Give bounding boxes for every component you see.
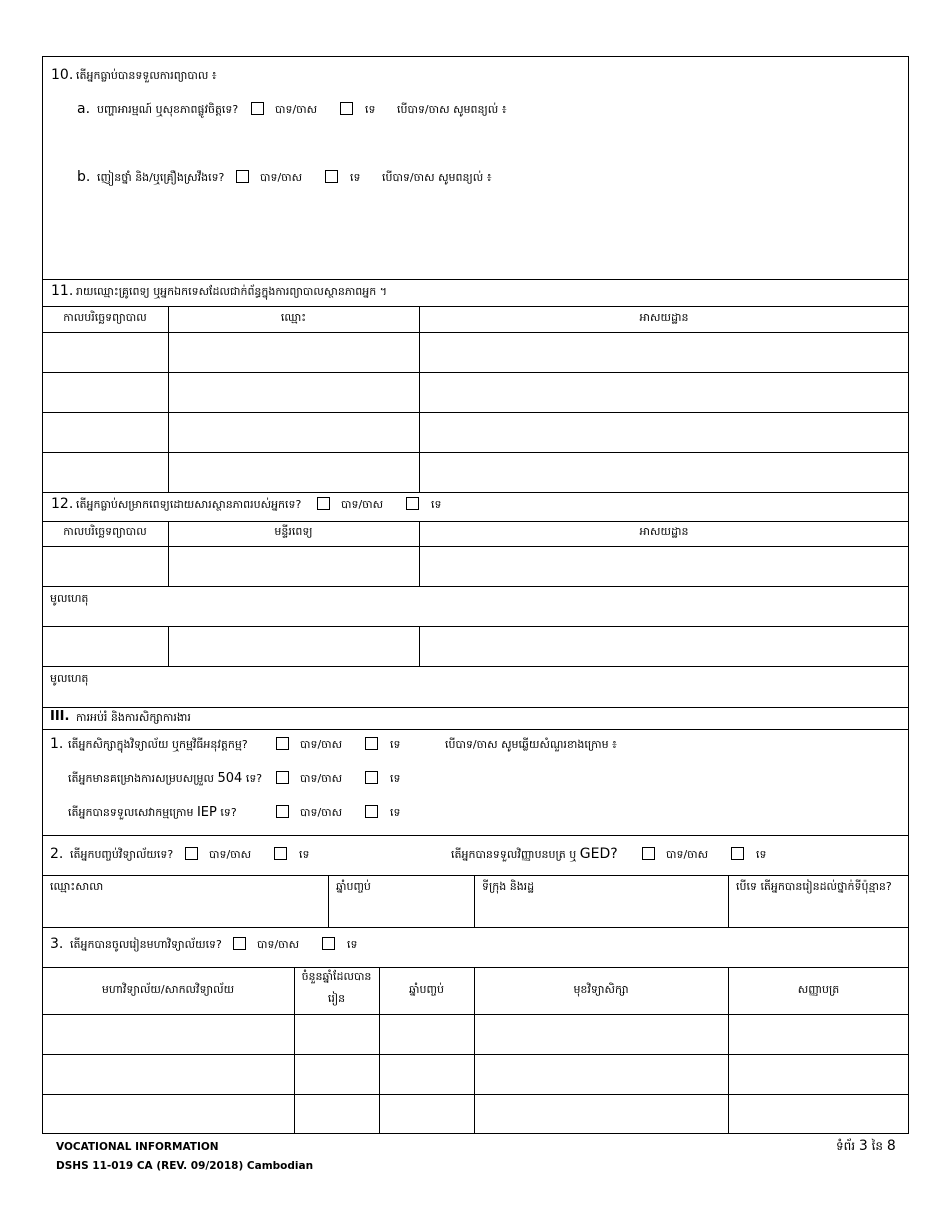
footer-page-total: 8 bbox=[886, 1138, 896, 1154]
q10b-no-label: ទេ bbox=[350, 171, 361, 184]
divider bbox=[42, 492, 909, 493]
s1-label: តើអ្នកសិក្សាក្នុងវិទ្យាល័យ ឬកម្មវិធីអនុវត្តកម្ម? bbox=[68, 738, 248, 751]
divider bbox=[728, 875, 729, 927]
s2-yes-label: បាទ/ចាស bbox=[209, 848, 252, 861]
s2-col-grade: បើទេ តើអ្នកបានរៀនដល់ថ្នាក់ទីប៉ុន្មាន? bbox=[736, 880, 892, 893]
q12-col-hospital: មន្ទីរពេទ្យ bbox=[274, 525, 313, 538]
s3-yes-checkbox[interactable] bbox=[233, 937, 246, 950]
divider bbox=[42, 1094, 909, 1095]
s1-504-yes-checkbox[interactable] bbox=[276, 771, 289, 784]
footer-form-number: DSHS 11-019 CA (REV. 09/2018) Cambodian bbox=[56, 1160, 314, 1172]
q11-col-name: ឈ្មោះ bbox=[280, 311, 307, 324]
divider bbox=[328, 875, 329, 927]
divider bbox=[42, 1054, 909, 1055]
divider bbox=[379, 967, 380, 1134]
q12-reason-label: មូលហេតុ bbox=[50, 592, 89, 605]
section3-title: ការអប់រំ និងការសិក្សាការងារ bbox=[76, 711, 191, 724]
divider bbox=[42, 835, 909, 836]
s2-no-label: ទេ bbox=[299, 848, 310, 861]
s1-iep-yes-checkbox[interactable] bbox=[276, 805, 289, 818]
divider bbox=[419, 521, 420, 586]
q10b-letter: b. bbox=[77, 169, 91, 185]
s1-iep-yes-label: បាទ/ចាស bbox=[300, 806, 343, 819]
s1-number: 1. bbox=[50, 736, 64, 752]
s1-explain-label: បើបាទ/ចាស សូមឆ្លើយសំណួរខាងក្រោម ៖ bbox=[445, 738, 617, 751]
divider bbox=[474, 967, 475, 1134]
q12-col-date: កាលបរិច្ឆេទព្យាបាល bbox=[63, 525, 147, 538]
q10a-explain-label: បើបាទ/ចាស សូមពន្យល់ ៖ bbox=[397, 103, 507, 116]
divider bbox=[42, 967, 909, 968]
s3-col-degree: សញ្ញាបត្រ bbox=[797, 983, 840, 996]
s1-iep-no-label: ទេ bbox=[390, 806, 401, 819]
q12-no-checkbox[interactable] bbox=[406, 497, 419, 510]
s1-yes-label: បាទ/ចាស bbox=[300, 738, 343, 751]
divider bbox=[42, 666, 909, 667]
s1-yes-checkbox[interactable] bbox=[276, 737, 289, 750]
divider bbox=[294, 967, 295, 1134]
s3-col-grad: ឆ្នាំបញ្ចប់ bbox=[409, 983, 444, 996]
q12-no-label: ទេ bbox=[431, 498, 442, 511]
q10-label: តើអ្នកធ្លាប់បានទទួលការព្យាបាល ៖ bbox=[76, 69, 217, 82]
footer-page-num: 3 bbox=[858, 1138, 868, 1154]
q11-number: 11. bbox=[51, 283, 74, 299]
footer-page-mid: នៃ bbox=[871, 1139, 884, 1153]
s3-col-college: មហាវិទ្យាល័យ/សាកលវិទ្យាល័យ bbox=[101, 983, 235, 996]
s2-ged-no-checkbox[interactable] bbox=[731, 847, 744, 860]
q10a-no-checkbox[interactable] bbox=[340, 102, 353, 115]
divider bbox=[42, 332, 909, 333]
divider bbox=[42, 1014, 909, 1015]
divider bbox=[42, 546, 909, 547]
q10a-yes-label: បាទ/ចាស bbox=[275, 103, 318, 116]
q11-label: រាយឈ្មោះគ្រូពេទ្យ ឬអ្នកឯកទេសដែលជាក់ព័ន្ធក្នុងការព្យាបាលស្ថានភាពអ្នក ។ bbox=[76, 285, 387, 298]
s1-504-question bbox=[68, 772, 262, 786]
s1-no-label: ទេ bbox=[390, 738, 401, 751]
s1-iep-question bbox=[68, 806, 237, 820]
q11-col-date: កាលបរិច្ឆេទព្យាបាល bbox=[63, 311, 147, 324]
q10b-yes-checkbox[interactable] bbox=[236, 170, 249, 183]
s1-iep-pre: តើអ្នកបានទទួលសេវាកម្មក្រោម bbox=[68, 806, 194, 819]
s3-yes-label: បាទ/ចាស bbox=[257, 938, 300, 951]
s1-504-no-checkbox[interactable] bbox=[365, 771, 378, 784]
divider bbox=[474, 875, 475, 927]
s1-504-post: ទេ? bbox=[245, 772, 263, 785]
q12-yes-label: បាទ/ចាស bbox=[341, 498, 384, 511]
s2-ged-no-label: ទេ bbox=[756, 848, 767, 861]
s2-no-checkbox[interactable] bbox=[274, 847, 287, 860]
s2-col-city: ទីក្រុង និងរដ្ឋ bbox=[482, 880, 535, 893]
divider bbox=[42, 412, 909, 413]
divider bbox=[42, 875, 909, 876]
divider bbox=[42, 626, 909, 627]
section3-numeral: III. bbox=[50, 709, 70, 724]
divider bbox=[42, 452, 909, 453]
q12-col-address: អាសយដ្ឋាន bbox=[639, 525, 689, 538]
s1-504-yes-label: បាទ/ចាស bbox=[300, 772, 343, 785]
s2-yes-checkbox[interactable] bbox=[185, 847, 198, 860]
divider bbox=[168, 306, 169, 492]
s2-ged-pre: តើអ្នកបានទទួលវិញ្ញាបនបត្រ ឬ bbox=[451, 848, 577, 861]
q10b-yes-label: បាទ/ចាស bbox=[260, 171, 303, 184]
footer-section: VOCATIONAL INFORMATION bbox=[56, 1141, 219, 1153]
divider bbox=[42, 927, 909, 928]
divider bbox=[168, 521, 169, 586]
q10a-yes-checkbox[interactable] bbox=[251, 102, 264, 115]
q12-yes-checkbox[interactable] bbox=[317, 497, 330, 510]
s2-ged-question bbox=[451, 847, 618, 862]
s1-iep-no-checkbox[interactable] bbox=[365, 805, 378, 818]
s1-no-checkbox[interactable] bbox=[365, 737, 378, 750]
divider bbox=[42, 279, 909, 280]
divider bbox=[42, 372, 909, 373]
q10b-explain-label: បើបាទ/ចាស សូមពន្យល់ ៖ bbox=[382, 171, 492, 184]
q12-number: 12. bbox=[51, 496, 74, 512]
s2-number: 2. bbox=[50, 846, 64, 862]
q10a-no-label: ទេ bbox=[365, 103, 376, 116]
divider bbox=[42, 729, 909, 730]
s1-iep-post: ទេ? bbox=[220, 806, 237, 819]
q10b-no-checkbox[interactable] bbox=[325, 170, 338, 183]
footer-page bbox=[836, 1139, 896, 1153]
s3-label: តើអ្នកបានចូលរៀនមហាវិទ្យាល័យទេ? bbox=[70, 938, 222, 951]
form-frame bbox=[42, 56, 909, 1134]
s2-ged-abbr: GED? bbox=[579, 846, 618, 862]
divider bbox=[42, 521, 909, 522]
q10b-label: ញៀនថ្នាំ និង/ឬគ្រឿងស្រវឹងទេ? bbox=[97, 171, 225, 184]
q10a-letter: a. bbox=[77, 101, 91, 117]
s2-label: តើអ្នកបញ្ចប់វិទ្យាល័យទេ? bbox=[70, 848, 174, 861]
q12-reason-label-2: មូលហេតុ bbox=[50, 672, 89, 685]
divider bbox=[42, 707, 909, 708]
s3-number: 3. bbox=[50, 936, 64, 952]
s1-504-pre: តើអ្នកមានគម្រោងការសម្របសម្រួល bbox=[68, 772, 214, 785]
s1-504-num: 504 bbox=[217, 771, 243, 786]
s1-iep-abbr: IEP bbox=[196, 805, 217, 820]
s2-col-year: ឆ្នាំបញ្ចប់ bbox=[336, 880, 371, 893]
s3-col-major: មុខវិទ្យាសិក្សា bbox=[573, 983, 629, 996]
divider bbox=[168, 626, 169, 666]
divider bbox=[419, 626, 420, 666]
s2-ged-yes-label: បាទ/ចាស bbox=[666, 848, 709, 861]
q10a-label: បញ្ហាអារម្មណ៍ ឬសុខភាពផ្លូវចិត្តទេ? bbox=[97, 103, 239, 116]
footer-page-pre: ទំព័រ bbox=[836, 1139, 856, 1153]
q10-number: 10. bbox=[51, 67, 74, 83]
s2-col-school: ឈ្មោះសាលា bbox=[50, 880, 104, 893]
divider bbox=[419, 306, 420, 492]
divider bbox=[728, 967, 729, 1134]
q11-col-address: អាសយដ្ឋាន bbox=[639, 311, 689, 324]
s1-504-no-label: ទេ bbox=[390, 772, 401, 785]
s3-col-years-line2: រៀន bbox=[327, 992, 346, 1005]
s2-ged-yes-checkbox[interactable] bbox=[642, 847, 655, 860]
s3-no-label: ទេ bbox=[347, 938, 358, 951]
divider bbox=[42, 586, 909, 587]
q12-label: តើអ្នកធ្លាប់សម្រាកពេទ្យដោយសារស្ថានភាពរបស់អ្នកទេ? bbox=[76, 498, 302, 511]
s3-no-checkbox[interactable] bbox=[322, 937, 335, 950]
s3-col-years-line1: ចំនួនឆ្នាំដែលបាន bbox=[301, 970, 372, 983]
divider bbox=[42, 306, 909, 307]
